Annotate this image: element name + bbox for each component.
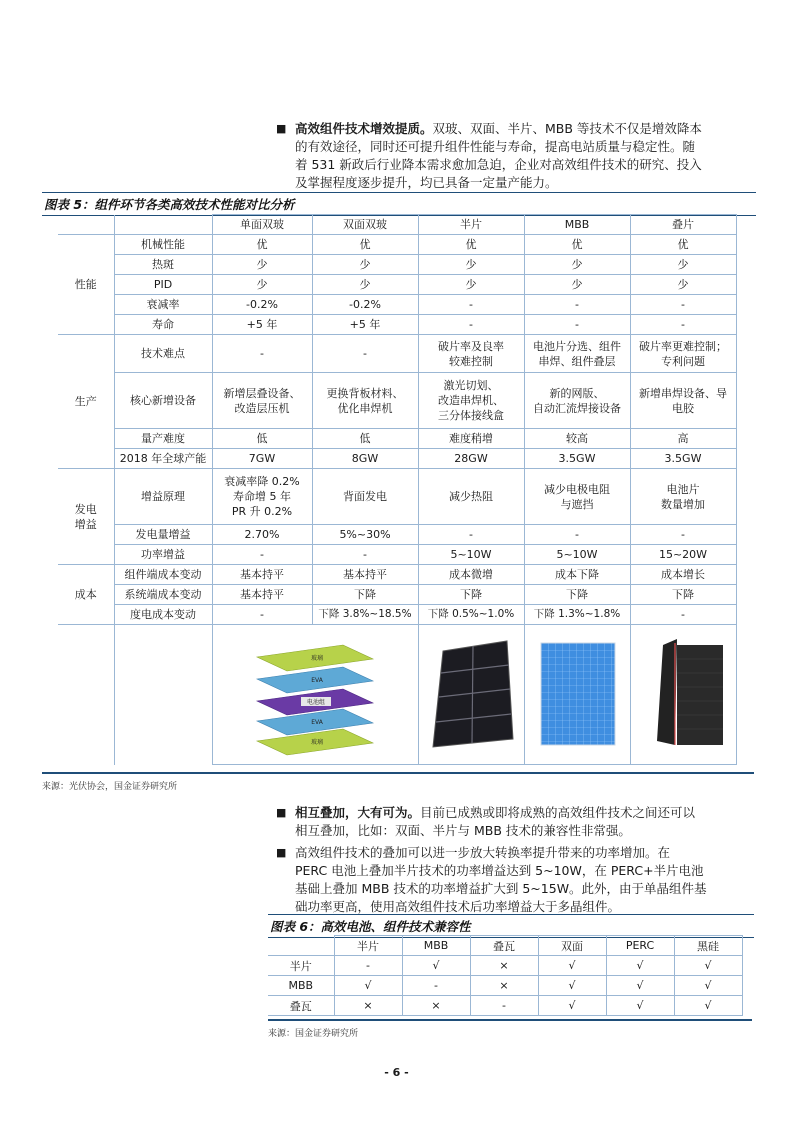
row-label: PID [114,275,212,295]
table-row [58,255,736,275]
table-cell: 基本持平 [312,565,418,585]
row-label: 2018 年全球产能 [114,449,212,469]
figure-6-table [268,935,743,1016]
table-cell: 8GW [312,449,418,469]
bullet3-line-1: 高效组件技术的叠加可以进一步放大转换率提升带来的功率增加。在 [295,845,671,860]
bullet-square-icon: ■ [276,122,287,135]
table-row [58,525,736,545]
table-row [58,469,736,525]
table-cell: 新增层叠设备、 改造层压机 [212,373,312,429]
image-blank [58,625,114,765]
row-label: 功率增益 [114,545,212,565]
table-cell: 背面发电 [312,469,418,525]
table-row [58,585,736,605]
row-label: 组件端成本变动 [114,565,212,585]
table-cell: 激光切划、 改造串焊机、 三分体接线盒 [418,373,524,429]
table-cell: 3.5GW [630,449,736,469]
table-cell: +5 年 [212,315,312,335]
table-cell: 少 [524,255,630,275]
group-cost: 成本 [58,565,114,625]
table-cell: 成本下降 [524,565,630,585]
table-cell: 少 [630,255,736,275]
layer-eva-top [257,667,373,693]
header-blank [58,215,114,235]
layer-glass-top [257,645,373,671]
figure-5-title: 图表 5：组件环节各类高效技术性能对比分析 [42,192,756,216]
table-cell: 3.5GW [524,449,630,469]
table-cell: - [212,605,312,625]
figure-6-source: 来源：国金证券研究所 [268,1029,359,1039]
intro-line-2: 的有效途径，同时还可提升组件性能与寿命，提高电站质量与稳定性。随 [295,139,696,154]
table-cell: 少 [212,255,312,275]
table-cell: - [334,956,402,976]
row-label: 度电成本变动 [114,605,212,625]
table-cell: - [630,295,736,315]
table-cell: 5~10W [418,545,524,565]
table-cell: 衰减率降 0.2% 寿命增 5 年 PR 升 0.2% [212,469,312,525]
header-col: PERC [606,936,674,956]
table-cell: 少 [312,275,418,295]
table-cell: 减少热阻 [418,469,524,525]
intro-lead: 高效组件技术增效提质。 [295,121,433,136]
intro-line-4: 及掌握程度逐步提升，均已具备一定量产能力。 [295,175,558,190]
row-label: 热斑 [114,255,212,275]
table-cell: 下降 [418,585,524,605]
figure-5-source: 来源：光伏协会，国金证券研究所 [42,782,178,792]
table-header-row [268,936,742,956]
table-cell: 优 [524,235,630,255]
table-cell: - [312,545,418,565]
table-row [58,373,736,429]
row-label: 半片 [268,956,334,976]
mbb-svg [527,629,627,757]
figure-5-bottom-rule [42,772,754,774]
group-production: 生产 [58,335,114,469]
table-cell: - [470,996,538,1016]
table-cell: 下降 [630,585,736,605]
table-cell: √ [606,996,674,1016]
header-blank-2 [114,215,212,235]
table-row [268,976,742,996]
table-cell: - [630,315,736,335]
table-row [58,275,736,295]
header-blank [268,936,334,956]
table-cell: 低 [312,429,418,449]
page-number: - 6 - [384,1066,409,1079]
double-glass-layers-illustration [212,625,418,765]
layer-label: 玻璃 [310,738,324,746]
table-cell: √ [538,976,606,996]
table-cell: √ [606,976,674,996]
row-label: 增益原理 [114,469,212,525]
row-label: 叠瓦 [268,996,334,1016]
table-cell: 优 [630,235,736,255]
table-cell: 下降 0.5%~1.0% [418,605,524,625]
figure-6-bottom-rule [268,1019,752,1021]
bullet2-lead: 相互叠加，大有可为。 [295,805,421,820]
mbb-module-illustration [524,625,630,765]
table-cell: × [334,996,402,1016]
table-row [58,429,736,449]
bullet2-line-2: 相互叠加，比如：双面、半片与 MBB 技术的兼容性非常强。 [295,823,631,838]
table-cell: 下降 1.3%~1.8% [524,605,630,625]
table-cell: 新增串焊设备、导 电胶 [630,373,736,429]
header-col: 叠片 [630,215,736,235]
table-cell: -0.2% [212,295,312,315]
table-header-row [58,215,736,235]
table-cell: √ [674,996,742,1016]
figure-6-title: 图表 6：高效电池、组件技术兼容性 [268,914,754,938]
table-cell: 下降 [312,585,418,605]
header-col: 半片 [418,215,524,235]
row-label: 衰减率 [114,295,212,315]
table-cell: 少 [418,275,524,295]
group-power-gain: 发电 增益 [58,469,114,565]
table-cell: 电池片 数量增加 [630,469,736,525]
table-cell: 15~20W [630,545,736,565]
table-cell: 新的网版、 自动汇流焊接设备 [524,373,630,429]
table-row [58,235,736,255]
layer-stack-svg [215,629,415,757]
table-cell: 优 [312,235,418,255]
table-cell: - [524,295,630,315]
table-cell: √ [674,976,742,996]
figure-5-table [58,214,737,765]
header-col: 双面 [538,936,606,956]
table-cell: 破片率及良率 较难控制 [418,335,524,373]
layer-label: EVA [311,718,323,726]
bullet-square-icon: ■ [276,846,287,859]
image-blank-2 [114,625,212,765]
table-cell: - [630,605,736,625]
table-cell: - [402,976,470,996]
shingled-svg [633,629,733,757]
table-cell: 2.70% [212,525,312,545]
table-cell: √ [674,956,742,976]
table-cell: - [524,315,630,335]
table-row [58,295,736,315]
table-cell: 少 [418,255,524,275]
table-cell: 少 [312,255,418,275]
table-cell: - [418,525,524,545]
bullet-square-icon: ■ [276,806,287,819]
layer-eva-bottom [257,709,373,735]
table-cell: +5 年 [312,315,418,335]
table-cell: × [402,996,470,1016]
layer-label: 电池组 [306,698,326,706]
bullet3-line-4: 础功率更高，使用高效组件技术后功率增益大于多晶组件。 [295,899,621,914]
table-cell: 破片率更难控制； 专利问题 [630,335,736,373]
row-label: 机械性能 [114,235,212,255]
layer-glass-bottom [257,729,373,755]
intro-text-1: 双玻、双面、半片、MBB 等技术不仅是增效降本 [432,121,702,136]
table-cell: 基本持平 [212,585,312,605]
table-cell: 5~10W [524,545,630,565]
table-cell: - [418,315,524,335]
table-cell: -0.2% [312,295,418,315]
header-col: 叠瓦 [470,936,538,956]
table-cell: 下降 [524,585,630,605]
image-row [58,625,736,765]
table-cell: 高 [630,429,736,449]
table-row [58,605,736,625]
table-cell: 少 [524,275,630,295]
table-row [58,335,736,373]
table-cell: 较高 [524,429,630,449]
row-label: 寿命 [114,315,212,335]
table-cell: √ [606,956,674,976]
table-row [58,545,736,565]
row-label: 核心新增设备 [114,373,212,429]
table-row [268,996,742,1016]
bullet3-line-3: 基础上叠加 MBB 技术的功率增益扩大到 5~15W。此外，由于单晶组件基 [295,881,707,896]
table-cell: 7GW [212,449,312,469]
row-label: 技术难点 [114,335,212,373]
layer-label: 玻璃 [310,654,324,662]
intro-line-3: 着 531 新政后行业降本需求愈加急迫，企业对高效组件技术的研究、投入 [295,157,702,172]
bullet2-text-1: 目前已成熟或即将成熟的高效组件技术之间还可以 [420,805,696,820]
half-cut-svg [421,629,521,757]
table-cell: - [418,295,524,315]
table-cell: 少 [630,275,736,295]
bullet2-line-1 [295,804,765,822]
table-cell: - [312,335,418,373]
table-row [58,315,736,335]
header-col: MBB [402,936,470,956]
table-cell: 少 [212,275,312,295]
table-row [58,565,736,585]
table-cell: × [470,956,538,976]
row-label: 系统端成本变动 [114,585,212,605]
layer-cells [257,689,373,715]
table-cell: 5%~30% [312,525,418,545]
table-cell: 更换背板材料、 优化串焊机 [312,373,418,429]
table-cell: 电池片分选、组件 串焊、组件叠层 [524,335,630,373]
table-cell: - [524,525,630,545]
table-cell: 优 [212,235,312,255]
table-cell: - [630,525,736,545]
table-cell: 减少电极电阻 与遮挡 [524,469,630,525]
table-row [268,956,742,976]
table-cell: × [470,976,538,996]
group-performance: 性能 [58,235,114,335]
table-cell: 难度稍增 [418,429,524,449]
header-col: 单面双玻 [212,215,312,235]
intro-line-1 [295,120,765,138]
bullet3-line-2: PERC 电池上叠加半片技术的功率增益达到 5~10W，在 PERC+半片电池 [295,863,704,878]
table-cell: √ [402,956,470,976]
table-cell: - [212,545,312,565]
table-cell: √ [538,996,606,1016]
row-label: 量产难度 [114,429,212,449]
half-cut-module-illustration [418,625,524,765]
table-cell: √ [538,956,606,976]
table-cell: 28GW [418,449,524,469]
table-cell: 下降 3.8%~18.5% [312,605,418,625]
row-label: MBB [268,976,334,996]
layer-label: EVA [311,676,323,684]
header-col: 双面双玻 [312,215,418,235]
table-cell: 低 [212,429,312,449]
table-cell: 成本微增 [418,565,524,585]
table-cell: 基本持平 [212,565,312,585]
table-cell: 成本增长 [630,565,736,585]
header-col: MBB [524,215,630,235]
table-cell: √ [334,976,402,996]
row-label: 发电量增益 [114,525,212,545]
header-col: 半片 [334,936,402,956]
shingled-module-illustration [630,625,736,765]
header-col: 黑硅 [674,936,742,956]
table-row [58,449,736,469]
table-cell: - [212,335,312,373]
table-cell: 优 [418,235,524,255]
